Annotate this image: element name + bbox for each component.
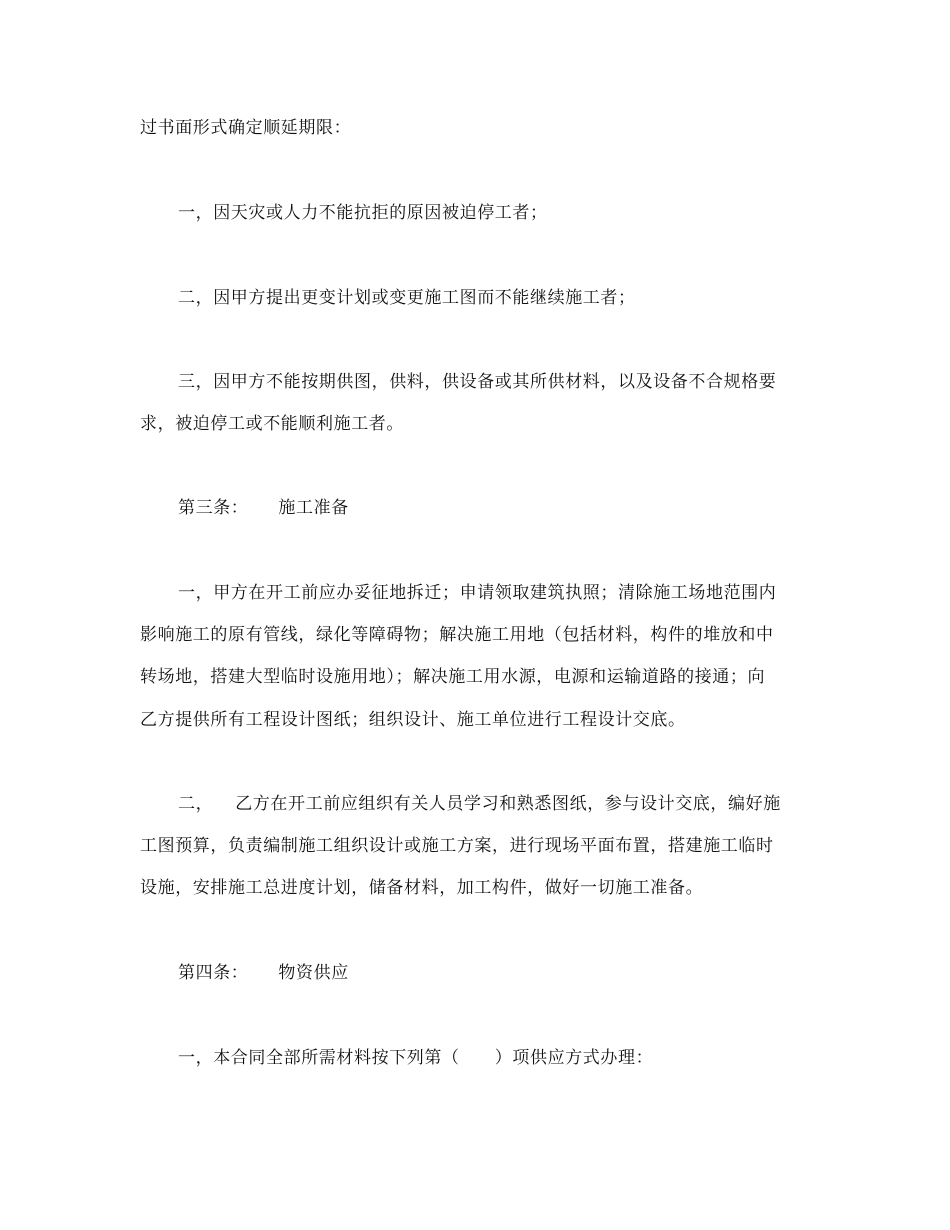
paragraph-item-1: 一，因天灾或人力不能抗拒的原因被迫停工者； xyxy=(178,203,548,223)
article-3-heading xyxy=(178,497,858,519)
paragraph-article-3-item-1-line-3: 转场地，搭建大型临时设施用地）；解决施工用水源，电源和运输道路的接通；向 xyxy=(140,667,766,687)
article-4-heading xyxy=(178,962,858,984)
paragraph-article-4-item-1: 一，本合同全部所需材料按下列第（ ）项供应方式办理： xyxy=(178,1048,654,1068)
paragraph-article-3-item-1-line-1: 一，甲方在开工前应办妥征地拆迁；申请领取建筑执照；清除施工场地范围内 xyxy=(178,583,777,603)
paragraph-item-3-line-1: 三，因甲方不能按期供图，供料，供设备或其所供材料，以及设备不合规格要 xyxy=(178,372,777,392)
article-4-label: 第四条： xyxy=(178,963,249,983)
paragraph-item-3-line-2: 求，被迫停工或不能顺利施工者。 xyxy=(140,414,404,434)
paragraph-item-2: 二，因甲方提出更变计划或变更施工图而不能继续施工者； xyxy=(178,288,636,308)
continuation-line: 过书面形式确定顺延期限： xyxy=(140,118,352,138)
paragraph-article-3-item-2-line-3: 设施，安排施工总进度计划，储备材料，加工构件，做好一切施工准备。 xyxy=(140,878,704,898)
paragraph-article-3-item-1-line-4: 乙方提供所有工程设计图纸；组织设计、施工单位进行工程设计交底。 xyxy=(140,710,686,730)
paragraph-article-3-item-1-line-2: 影响施工的原有管线，绿化等障碍物；解决施工用地（包括材料，构件的堆放和中 xyxy=(140,625,774,645)
article-4-title: 物资供应 xyxy=(278,963,349,983)
paragraph-article-3-item-2-prefix: 二， xyxy=(178,794,214,814)
article-3-title: 施工准备 xyxy=(278,498,349,518)
article-3-label: 第三条： xyxy=(178,498,249,518)
paragraph-article-3-item-2-line-2: 工图预算，负责编制施工组织设计或施工方案，进行现场平面布置，搭建施工临时 xyxy=(140,836,774,856)
paragraph-article-3-item-2-line-1 xyxy=(178,793,858,815)
paragraph-article-3-item-2-text: 乙方在开工前应组织有关人员学习和熟悉图纸，参与设计交底，编好施 xyxy=(235,794,781,814)
